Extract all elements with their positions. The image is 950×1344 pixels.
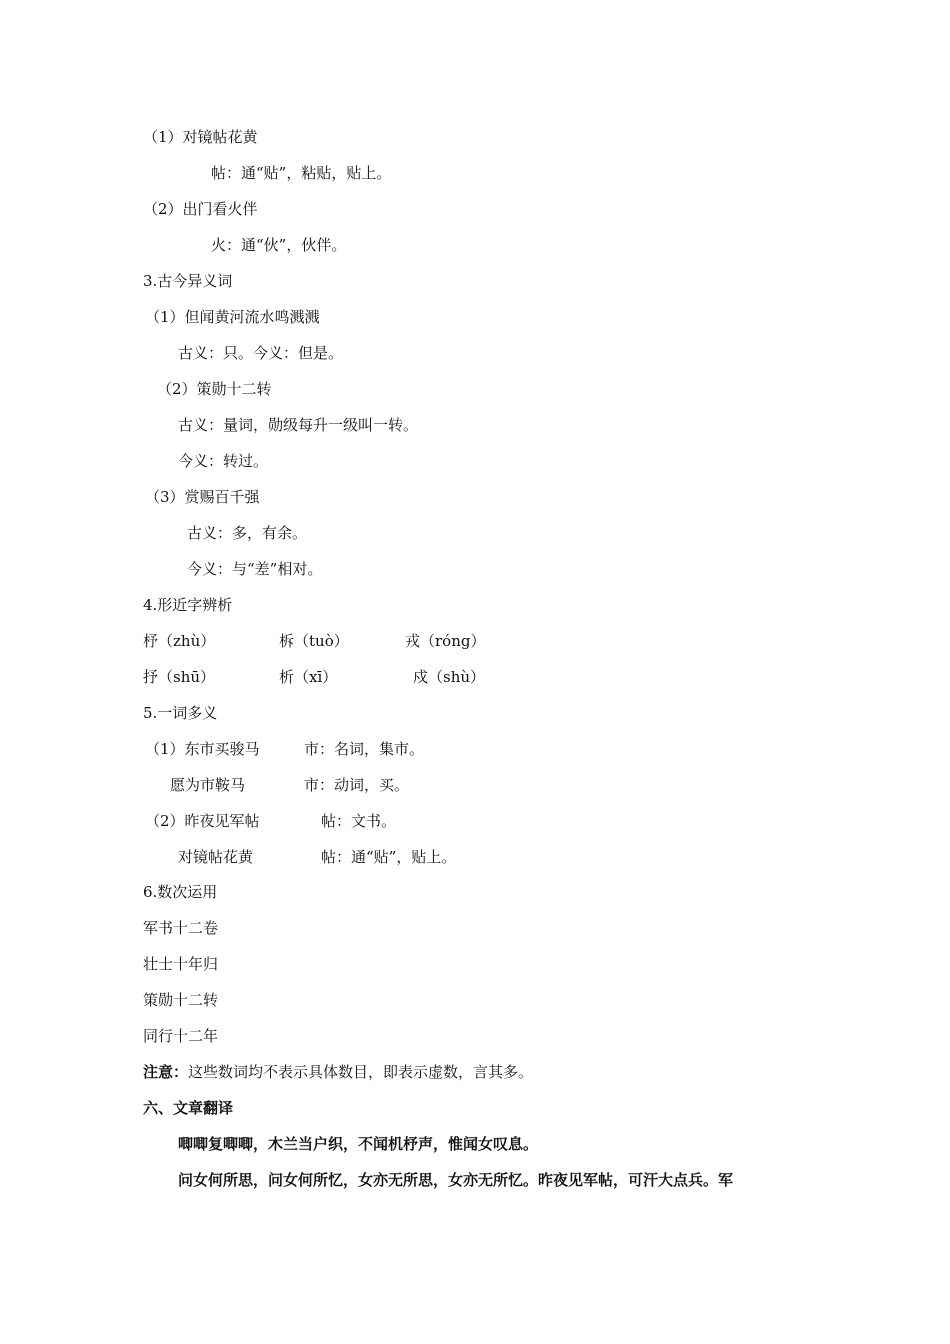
xingjin-char-3: 戎（róng）: [405, 632, 486, 650]
yiciduoyi-sentence-2b: 对镜帖花黄: [178, 848, 254, 866]
yiciduoyi-note-2a: 帖：文书。: [321, 812, 397, 830]
fanyi-paragraph-2: 问女何所思，问女何所忆，女亦无所思，女亦无所忆。昨夜见军帖，可汗大点兵。军: [178, 1171, 734, 1189]
tongjia-sentence-1: （1）对镜帖花黄: [143, 128, 258, 146]
shuci-heading: 6.数次运用: [143, 883, 218, 901]
gujin-jin-3: 今义：与“差”相对。: [187, 560, 323, 578]
yiciduoyi-note-1b: 市：动词，买。: [304, 776, 410, 794]
yiciduoyi-sentence-2a: （2）昨夜见军帖: [145, 812, 260, 830]
tongjia-sentence-2: （2）出门看火伴: [143, 200, 258, 218]
shuci-line-4: 同行十二年: [143, 1027, 219, 1045]
gujin-note-1: 古义：只。今义：但是。: [178, 344, 344, 362]
gujin-jin-2: 今义：转过。: [178, 452, 269, 470]
xingjin-char-1: 杼（zhù）: [143, 632, 216, 650]
yiciduoyi-note-1a: 市：名词，集市。: [304, 740, 425, 758]
yiciduoyi-sentence-1b: 愿为市鞍马: [170, 776, 246, 794]
xingjin-char-5: 析（xī）: [279, 668, 338, 686]
yiciduoyi-heading: 5.一词多义: [143, 704, 218, 722]
shuci-line-3: 策勋十二转: [143, 991, 219, 1009]
gujin-sentence-2: （2）策勋十二转: [157, 380, 272, 398]
shuci-line-1: 军书十二卷: [143, 919, 219, 937]
tongjia-note-2: 火：通“伙”，伙伴。: [211, 236, 347, 254]
xingjin-char-4: 抒（shū）: [143, 668, 216, 686]
shuci-note-text: 这些数词均不表示具体数目，即表示虚数，言其多。: [188, 1063, 534, 1081]
yiciduoyi-note-2b: 帖：通“贴”，贴上。: [321, 848, 457, 866]
shuci-line-2: 壮士十年归: [143, 955, 219, 973]
gujin-heading: 3.古今异义词: [143, 272, 233, 290]
gujin-gu-3: 古义：多，有余。: [187, 524, 308, 542]
shuci-note: [143, 1062, 533, 1082]
fanyi-heading: 六、文章翻译: [143, 1099, 234, 1117]
tongjia-note-1: 帖：通“贴”，粘贴，贴上。: [211, 164, 392, 182]
shuci-note-label: 注意：: [143, 1063, 189, 1081]
xingjin-char-2: 柝（tuò）: [279, 632, 349, 650]
gujin-gu-2: 古义：量词，勋级每升一级叫一转。: [178, 416, 419, 434]
yiciduoyi-sentence-1a: （1）东市买骏马: [145, 740, 260, 758]
gujin-sentence-1: （1）但闻黄河流水鸣溅溅: [145, 308, 320, 326]
gujin-sentence-3: （3）赏赐百千强: [145, 488, 260, 506]
fanyi-paragraph-1: 唧唧复唧唧，木兰当户织，不闻机杼声，惟闻女叹息。: [178, 1135, 539, 1153]
xingjin-char-6: 戍（shù）: [413, 668, 486, 686]
xingjin-heading: 4.形近字辨析: [143, 596, 233, 614]
